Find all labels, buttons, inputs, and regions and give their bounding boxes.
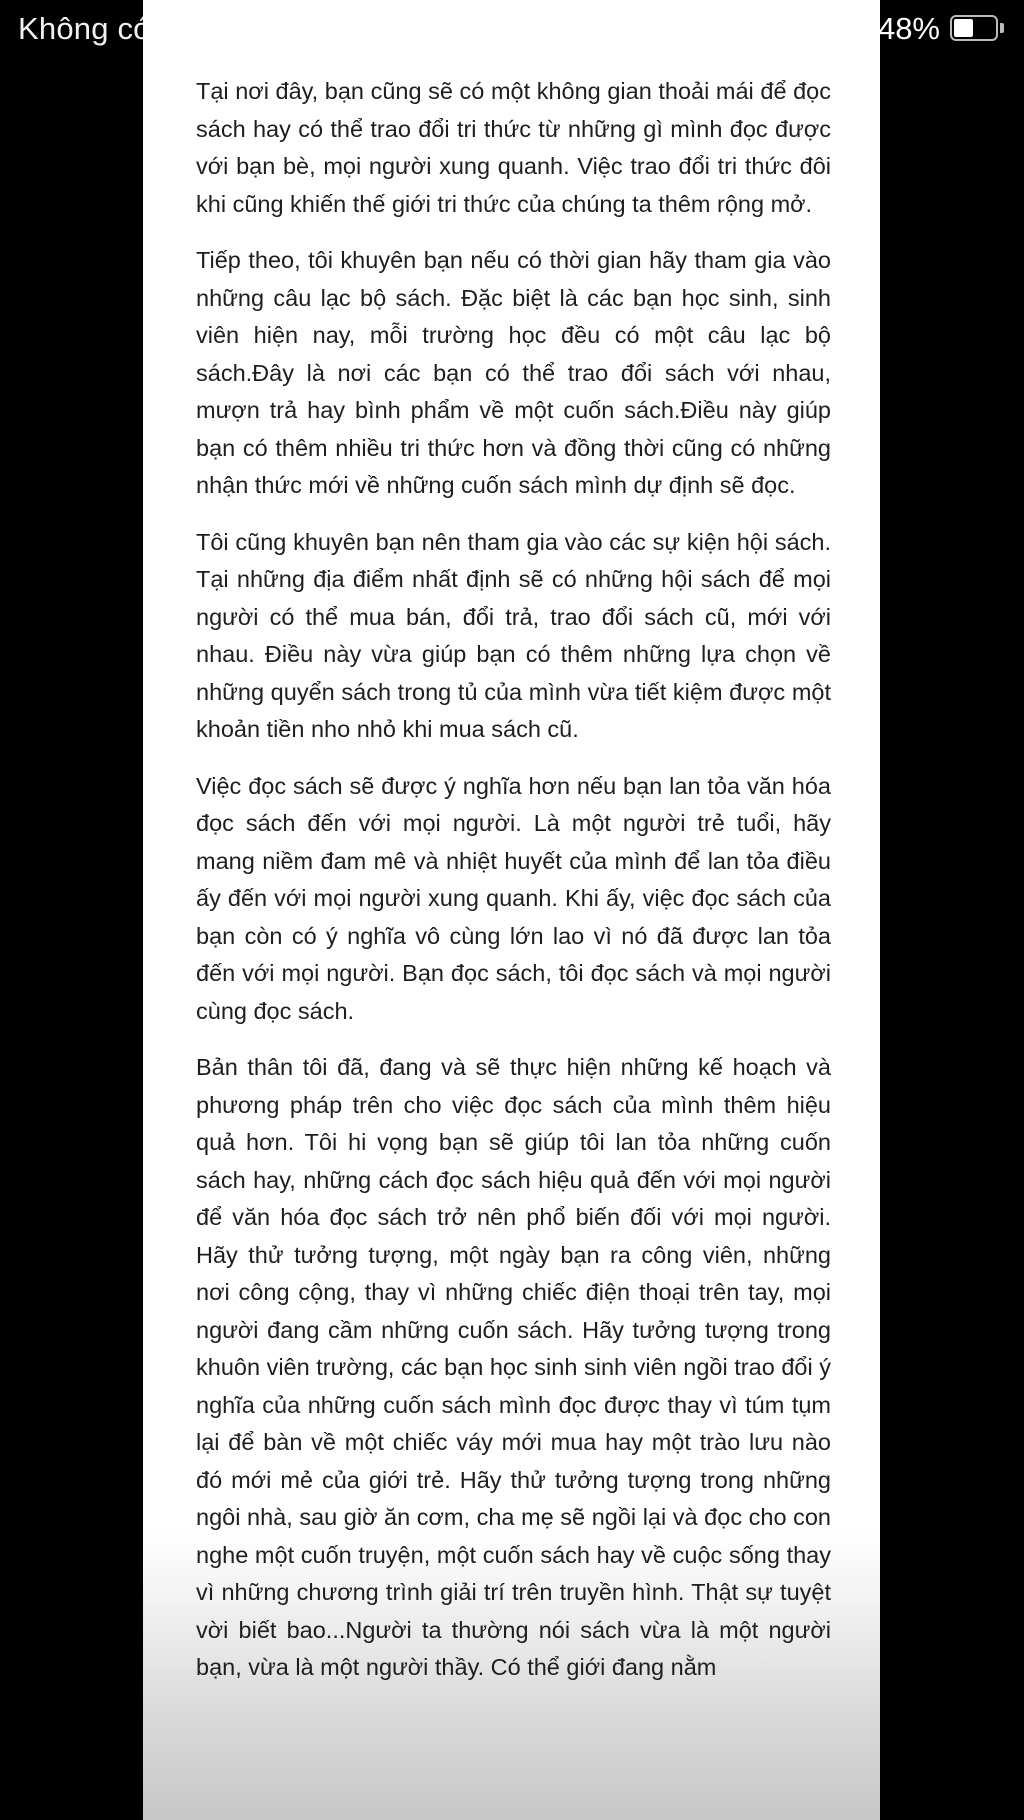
document-page[interactable] [143,0,880,1820]
paragraph: Bản thân tôi đã, đang và sẽ thực hiện những kế hoạch và phương pháp trên cho việc đọc sách của mình thêm hiệu quả hơn. Tôi hi vọng bạn sẽ giúp tôi lan tỏa những cuốn sách hay, những cách đọc sách hiệu quả đến với mọi người để văn hóa đọc sách trở nên phổ biến đối với mọi người. Hãy thử tưởng tượng, một ngày bạn ra công viên, những nơi công cộng, thay vì những chiếc điện thoại trên tay, mọi người đang cầm những cuốn sách. Hãy tưởng tượng trong khuôn viên trường, các bạn học sinh sinh viên ngồi trao đổi ý nghĩa của những cuốn sách mình đọc được thay vì túm tụm lại để bàn về một chiếc váy mới mua hay một trào lưu nào đó mới mẻ của giới trẻ. Hãy thử tưởng tượng trong những ngôi nhà, sau giờ ăn cơm, cha mẹ sẽ ngồi lại và đọc cho con nghe một cuốn truyện, một cuốn sách hay về cuộc sống thay vì những chương trình giải trí trên truyền hình. Thật sự tuyệt vời biết bao...Người ta thường nói sách vừa là một người bạn, vừa là một người thầy. Có thể giới đang nằm [196,1054,831,1680]
battery-status [878,9,1006,49]
carrier-label: Không có SIM [18,11,216,46]
battery-percent: 48% [877,11,940,46]
clock: 13:32 [471,11,553,47]
paragraph: Việc đọc sách sẽ được ý nghĩa hơn nếu bạn lan tỏa văn hóa đọc sách đến với mọi người. Là một người trẻ tuổi, hãy mang niềm đam mê và nhiệt huyết của mình để lan tỏa điều ấy đến với mọi người xung quanh. Khi ấy, việc đọc sách của bạn còn có ý nghĩa vô cùng lớn lao vì nó đã được lan tỏa đến với mọi người. Bạn đọc sách, tôi đọc sách và mọi người cùng đọc sách. [196,772,831,1024]
battery-level-fill [954,19,973,37]
paragraph: Tại nơi đây, bạn cũng sẽ có một không gian thoải mái để đọc sách hay có thể trao đổi tri thức từ những gì mình đọc được với bạn bè, mọi người xung quanh. Việc trao đổi tri thức đôi khi cũng khiến thế giới tri thức của chúng ta thêm rộng mở. [196,78,831,217]
paragraph: Tôi cũng khuyên bạn nên tham gia vào các sự kiện hội sách. Tại những địa điểm nhất định sẽ có những hội sách để mọi người có thể mua bán, đổi trả, trao đổi sách cũ, mới với nhau. Điều này vừa giúp bạn có thêm những lựa chọn về những quyển sách trong tủ của mình vừa tiết kiệm được một khoản tiền nho nhỏ khi mua sách cũ. [196,528,831,742]
paragraph: Tiếp theo, tôi khuyên bạn nếu có thời gian hãy tham gia vào những câu lạc bộ sách. Đặc biệt là các bạn học sinh, sinh viên hiện nay, mỗi trường học đều có một câu lạc bộ sách.Đây là nơi các bạn có thể trao đổi sách với nhau, mượn trả hay bình phẩm về một cuốn sách.Điều này giúp bạn có thêm nhiều tri thức hơn và đồng thời cũng có những nhận thức mới về những cuốn sách mình dự định sẽ đọc. [196,247,831,498]
status-bar [0,0,1024,58]
battery-icon [950,15,1006,43]
article-body [196,73,831,1706]
